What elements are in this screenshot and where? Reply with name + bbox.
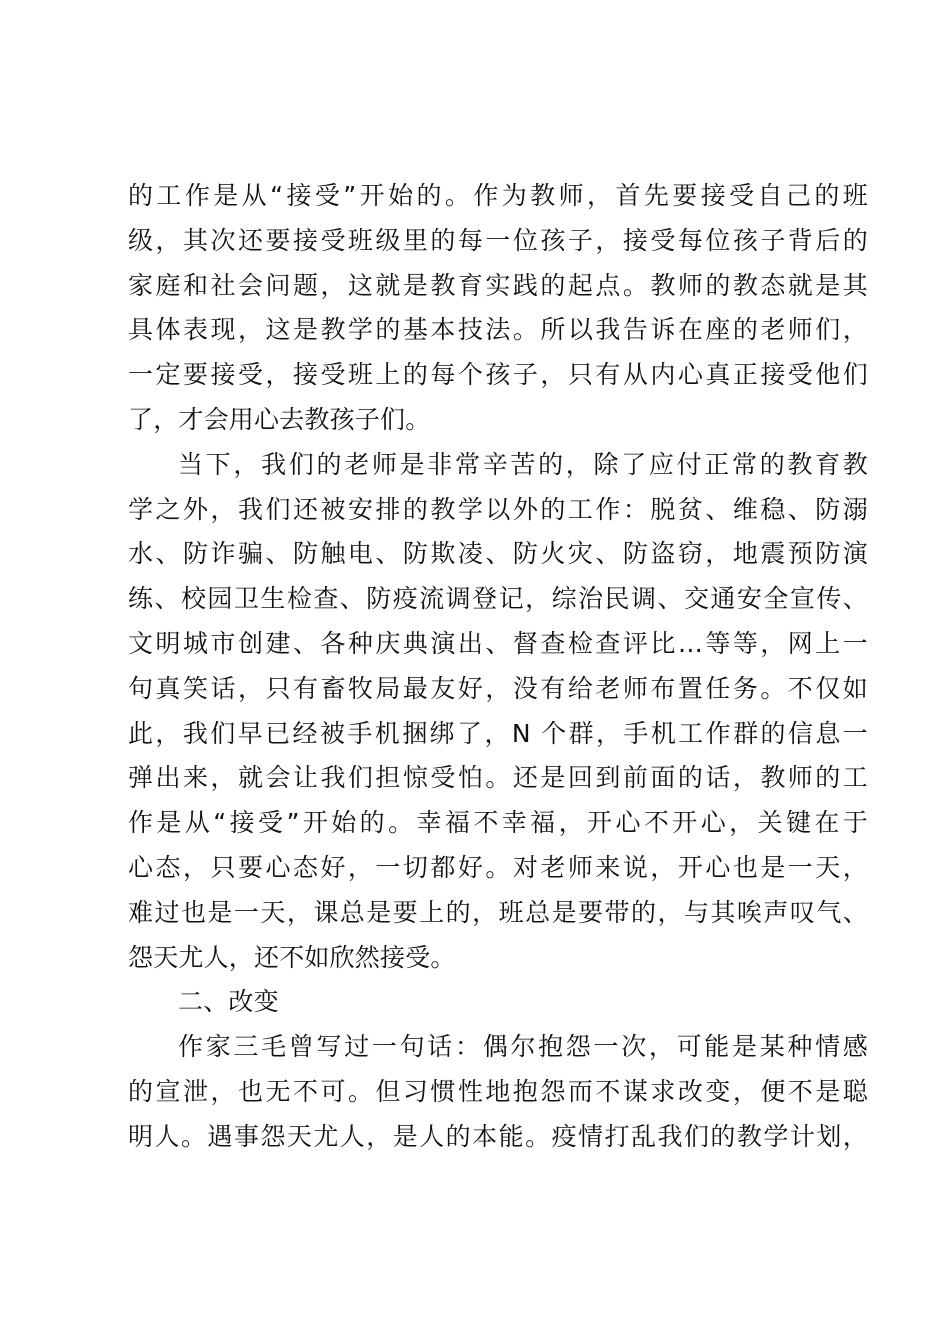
text-line: 具体表现，这是教学的基本技法。所以我告诉在座的老师们，: [128, 315, 868, 345]
text-line: 的宣泄，也无不可。但习惯性地抱怨而不谋求改变，便不是聪: [128, 1076, 868, 1106]
text-line: 级，其次还要接受班级里的每一位孩子，接受每位孩子背后的: [128, 225, 868, 255]
text-line: 二、改变: [178, 987, 279, 1017]
text-line: 的工作是从“接受”开始的。作为教师，首先要接受自己的班: [128, 181, 868, 210]
body-text: [128, 174, 868, 1160]
text-line: 文明城市创建、各种庆典演出、督查检查评比…等等，网上一: [128, 628, 868, 658]
text-line: 练、校园卫生检查、防疫流调登记，综治民调、交通安全宣传、: [128, 584, 868, 614]
text-line: 弹出来，就会让我们担惊受怕。还是回到前面的话，教师的工: [128, 763, 868, 793]
text-line: 了，才会用心去教孩子们。: [128, 404, 431, 434]
text-line: 心态，只要心态好，一切都好。对老师来说，开心也是一天，: [128, 852, 868, 882]
text-line: 怨天尤人，还不如欣然接受。: [128, 942, 456, 972]
text-line: 作是从“接受”开始的。幸福不幸福，开心不开心，关键在于: [128, 808, 868, 838]
text-line: 难过也是一天，课总是要上的，班总是要带的，与其唉声叹气、: [128, 897, 868, 927]
text-line: 一定要接受，接受班上的每个孩子，只有从内心真正接受他们: [128, 360, 868, 390]
text-line: 学之外，我们还被安排的教学以外的工作：脱贫、维稳、防溺: [128, 494, 868, 524]
text-line: 家庭和社会问题，这就是教育实践的起点。教师的教态就是其: [128, 270, 868, 300]
text-line: 句真笑话，只有畜牧局最友好，没有给老师布置任务。不仅如: [128, 673, 868, 703]
text-line: 水、防诈骗、防触电、防欺凌、防火灾、防盗窃，地震预防演: [128, 539, 868, 569]
text-line: 明人。遇事怨天尤人，是人的本能。疫情打乱我们的教学计划，: [128, 1121, 868, 1151]
text-line: 当下，我们的老师是非常辛苦的，除了应付正常的教育教: [178, 449, 868, 479]
text-line: 作家三毛曾写过一句话：偶尔抱怨一次，可能是某种情感: [178, 1032, 868, 1062]
text-line: 此，我们早已经被手机捆绑了，N 个群，手机工作群的信息一: [128, 718, 868, 748]
